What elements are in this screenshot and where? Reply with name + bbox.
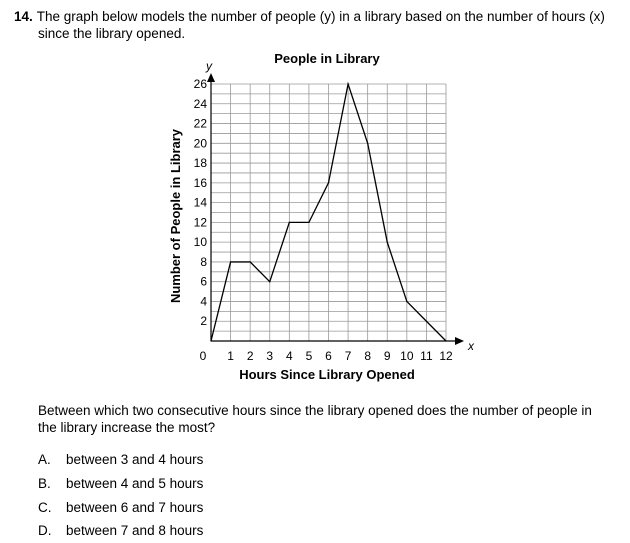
question-number: 14. bbox=[14, 9, 33, 24]
x-tick-label: 7 bbox=[344, 349, 352, 363]
x-axis-label: Hours Since Library Opened bbox=[239, 367, 415, 382]
question-line-1: The graph below models the number of people (y) in a library based on the number of hours (x) bbox=[36, 9, 605, 24]
x-tick-label: 4 bbox=[285, 349, 293, 363]
x-tick-label: 6 bbox=[325, 349, 332, 363]
choice-text: between 3 and 4 hours bbox=[66, 452, 204, 468]
y-tick-label: 26 bbox=[193, 77, 207, 91]
prompt-line-1: Between which two consecutive hours since the library opened does the number of people in bbox=[38, 403, 592, 418]
data-point bbox=[445, 340, 446, 341]
prompt-line-2: the library increase the most? bbox=[38, 420, 216, 435]
data-point bbox=[406, 301, 407, 302]
y-tick-label: 2 bbox=[200, 314, 207, 329]
data-point bbox=[367, 143, 368, 144]
data-point bbox=[250, 261, 251, 262]
x-tick-label: 5 bbox=[305, 349, 313, 363]
y-tick-label: 16 bbox=[193, 175, 207, 190]
y-tick-label: 12 bbox=[193, 215, 207, 230]
data-point bbox=[328, 182, 329, 183]
x-tick-label: 3 bbox=[266, 349, 274, 363]
y-tick-label: 14 bbox=[193, 195, 207, 210]
y-axis-label: Number of People in Library bbox=[168, 128, 183, 304]
chart-axes bbox=[205, 59, 475, 353]
y-axis-arrow bbox=[207, 73, 215, 82]
x-tick-label: 1 bbox=[227, 349, 234, 363]
chart-grid bbox=[211, 84, 446, 341]
data-point bbox=[387, 242, 388, 243]
choice-letter: A. bbox=[38, 452, 51, 468]
x-axis-letter: x bbox=[468, 339, 474, 353]
data-point bbox=[210, 340, 211, 341]
x-tick-label: 2 bbox=[246, 349, 254, 363]
choice-letter: C. bbox=[38, 499, 52, 515]
x-tick-label: 12 bbox=[439, 349, 453, 363]
y-tick-label: 8 bbox=[200, 254, 207, 269]
choice-text: between 6 and 7 hours bbox=[66, 499, 204, 515]
x-tick-label: 11 bbox=[420, 349, 433, 363]
chart-title: People in Library bbox=[274, 51, 380, 66]
choice-d[interactable] bbox=[38, 519, 203, 543]
choice-b[interactable] bbox=[38, 472, 203, 496]
y-tick-label: 18 bbox=[193, 156, 207, 171]
data-point bbox=[289, 222, 290, 223]
choice-text: between 4 and 5 hours bbox=[66, 476, 204, 492]
y-tick-label: 24 bbox=[193, 96, 207, 111]
choice-letter: D. bbox=[38, 523, 52, 539]
y-tick-label: 20 bbox=[193, 136, 207, 151]
choice-a[interactable] bbox=[38, 448, 203, 472]
y-tick-label: 4 bbox=[200, 294, 207, 309]
y-tick-label: 6 bbox=[200, 274, 207, 289]
x-axis-arrow bbox=[455, 337, 464, 345]
y-tick-label: 10 bbox=[193, 235, 207, 250]
x-tick-label: 9 bbox=[383, 349, 391, 363]
choice-c[interactable] bbox=[38, 495, 203, 519]
y-axis-letter: y bbox=[206, 59, 212, 73]
origin-label: 0 bbox=[199, 349, 207, 363]
choice-letter: B. bbox=[38, 476, 51, 492]
data-point bbox=[308, 222, 309, 223]
x-tick-label: 10 bbox=[400, 349, 414, 363]
prompt-text bbox=[38, 402, 623, 436]
question-line-2: since the library opened. bbox=[38, 26, 186, 41]
data-point bbox=[269, 281, 270, 282]
data-point bbox=[230, 261, 231, 262]
chart-tick-labels bbox=[194, 77, 453, 363]
data-point bbox=[347, 83, 348, 84]
y-tick-label: 22 bbox=[193, 116, 207, 131]
data-point bbox=[426, 321, 427, 322]
choice-text: between 7 and 8 hours bbox=[66, 523, 204, 539]
answer-choices bbox=[38, 448, 203, 543]
x-tick-label: 8 bbox=[364, 349, 372, 363]
